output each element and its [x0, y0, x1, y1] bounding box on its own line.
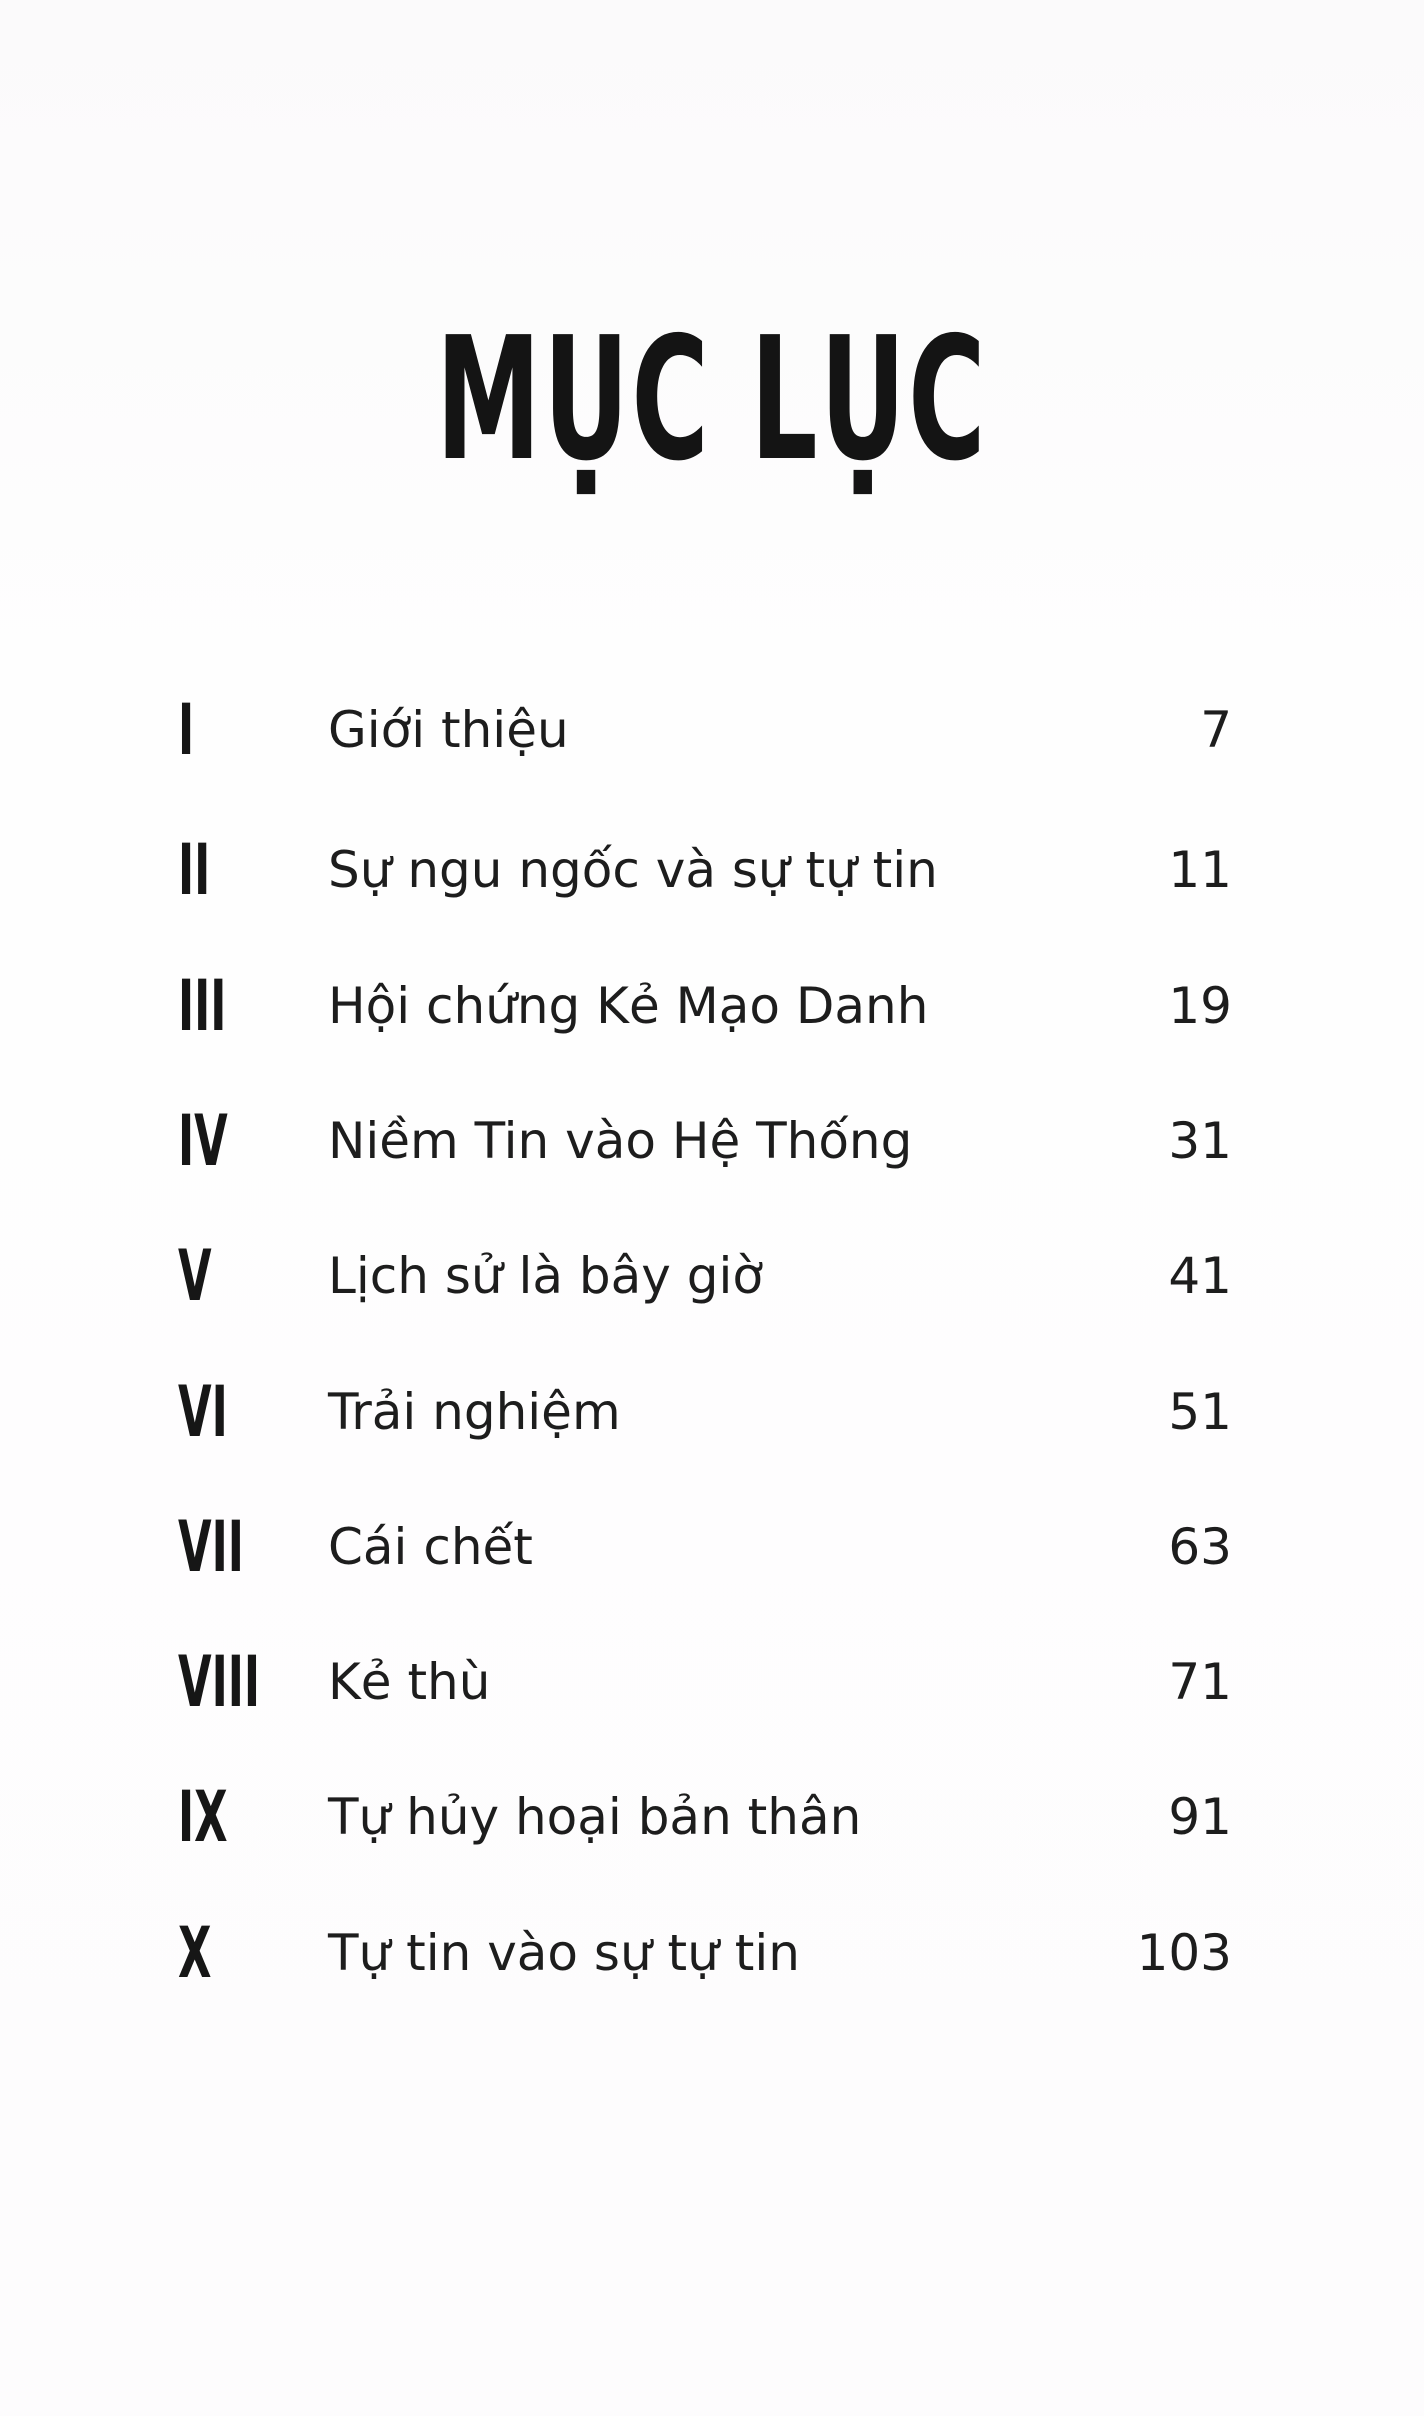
chapter-title: Niềm Tin vào Hệ Thống [328, 1112, 913, 1170]
chapter-page-number: 63 [1168, 1518, 1232, 1576]
chapter-numeral: I [178, 689, 195, 771]
chapter-title: Sự ngu ngốc và sự tự tin [328, 841, 938, 899]
toc-entry [178, 1908, 1232, 1998]
chapter-title: Giới thiệu [328, 701, 569, 759]
toc-entry [178, 1367, 1232, 1457]
chapter-title: Trải nghiệm [328, 1383, 621, 1441]
toc-entry [178, 1231, 1232, 1321]
chapter-numeral: III [178, 965, 227, 1047]
chapter-title: Lịch sử là bây giờ [328, 1247, 763, 1305]
chapter-numeral: IV [178, 1100, 228, 1182]
chapter-page-number: 91 [1168, 1788, 1232, 1846]
chapter-title: Kẻ thù [328, 1653, 491, 1711]
chapter-page-number: 7 [1200, 701, 1232, 759]
chapter-numeral: IX [178, 1776, 228, 1858]
chapter-page-number: 103 [1136, 1924, 1232, 1982]
toc-entry [178, 961, 1232, 1051]
toc-entry [178, 1096, 1232, 1186]
chapter-page-number: 41 [1168, 1247, 1232, 1305]
toc-entry [178, 1502, 1232, 1592]
chapter-page-number: 71 [1168, 1653, 1232, 1711]
chapter-title: Tự tin vào sự tự tin [328, 1924, 800, 1982]
toc-entry [178, 825, 1232, 915]
chapter-numeral: VIII [178, 1641, 261, 1723]
chapter-page-number: 31 [1168, 1112, 1232, 1170]
chapter-title: Cái chết [328, 1518, 533, 1576]
chapter-page-number: 51 [1168, 1383, 1232, 1441]
chapter-page-number: 19 [1168, 977, 1232, 1035]
chapter-numeral: X [178, 1912, 212, 1994]
chapter-title: Hội chứng Kẻ Mạo Danh [328, 977, 929, 1035]
toc-entry [178, 1637, 1232, 1727]
chapter-page-number: 11 [1168, 841, 1232, 899]
chapter-numeral: II [178, 829, 211, 911]
chapter-numeral: VII [178, 1506, 244, 1588]
toc-entry [178, 1772, 1232, 1862]
chapter-title: Tự hủy hoại bản thân [328, 1788, 862, 1846]
toc-entry [178, 685, 1232, 775]
chapter-numeral: VI [178, 1371, 228, 1453]
page-title: MỤC LỤC [436, 301, 988, 499]
chapter-numeral: V [178, 1235, 212, 1317]
